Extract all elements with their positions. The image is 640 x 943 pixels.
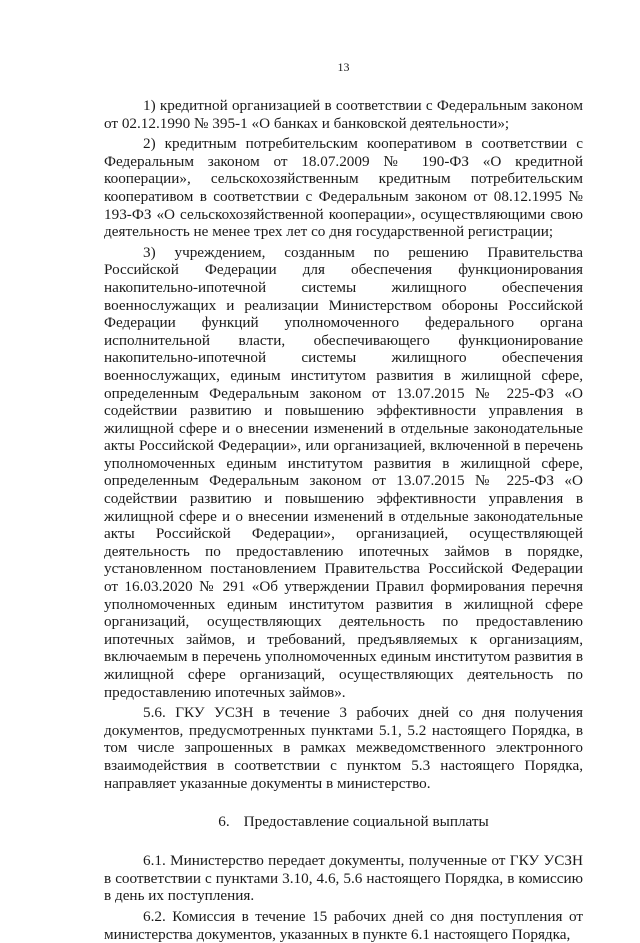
section-number: 6. — [218, 813, 230, 831]
paragraph-institution: 3) учреждением, созданным по решению Правительства Российской Федерации для обеспечения функционирования накопительно-ипотечной системы жилищного обеспечения военнослужащих и реализации Министерством обороны Российской Федерации функций уполномоченного федерального органа исполнительной власти, обеспечивающего функционирование накопительно-ипотечной системы жилищного обеспечения военнослужащих, единым институтом развития в жилищной сфере, определенным Федеральным законом от 13.07.2015 № 225-ФЗ «О содействии развитию и повышению эффективности управления в жилищной сфере и о внесении изменений в отдельные законодательные акты Российской Федерации», или организацией, включенной в перечень уполномоченных единым институтом развития в жилищной сфере, определенным Федеральным законом от 13.07.2015 № 225-ФЗ «О содействии развитию и повышению эффективности управления в жилищной сфере и о внесении изменений в отдельные законодательные акты Российской Федерации», организацией, осуществляющей деятельность по предоставлению ипотечных займов в порядке, установленном постановлением Правительства Российской Федерации от 16.03.2020 № 291 «Об утверждении Правил формирования перечня уполномоченных единым институтом развития в жилищной сфере организаций, осуществляющих деятельность по предоставлению ипотечных займов, и требований, предъявляемых к организациям, включаемым в перечень уполномоченных единым институтом развития в жилищной сфере организаций, осуществляющих деятельность по предоставлению ипотечных займов». — [104, 243, 583, 701]
section-heading — [104, 813, 583, 831]
paragraph-6-2: 6.2. Комиссия в течение 15 рабочих дней со дня поступления от министерства документов, указанных в пункте 6.1 настоящего Порядка, — [104, 907, 583, 943]
paragraph-6-1: 6.1. Министерство передает документы, полученные от ГКУ УСЗН в соответствии с пунктами 3.10, 4.6, 5.6 настоящего Порядка, в комиссию в день их поступления. — [104, 852, 583, 905]
paragraph-credit-organization: 1) кредитной организацией в соответствии с Федеральным законом от 02.12.1990 № 395-1 «О банках и банковской деятельности»; — [104, 97, 583, 132]
paragraph-5-6: 5.6. ГКУ УСЗН в течение 3 рабочих дней со дня получения документов, предусмотренных пунктами 5.1, 5.2 настоящего Порядка, в том числе запрошенных в рамках межведомственного электронного взаимодействия в соответствии с пунктом 5.3 настоящего Порядка, направляет указанные документы в министерство. — [104, 704, 583, 792]
section-title: Предоставление социальной выплаты — [243, 813, 489, 831]
paragraph-credit-cooperative: 2) кредитным потребительским кооперативом в соответствии с Федеральным законом от 18.07.2009 № 190-ФЗ «О кредитной кооперации», сельскохозяйственным кредитным потребительским кооперативом в соответствии с Федеральным законом от 08.12.1995 № 193-ФЗ «О сельскохозяйственной кооперации», осуществляющими свою деятельность не менее трех лет со дня государственной регистрации; — [104, 135, 583, 241]
page-number: 13 — [337, 60, 350, 74]
